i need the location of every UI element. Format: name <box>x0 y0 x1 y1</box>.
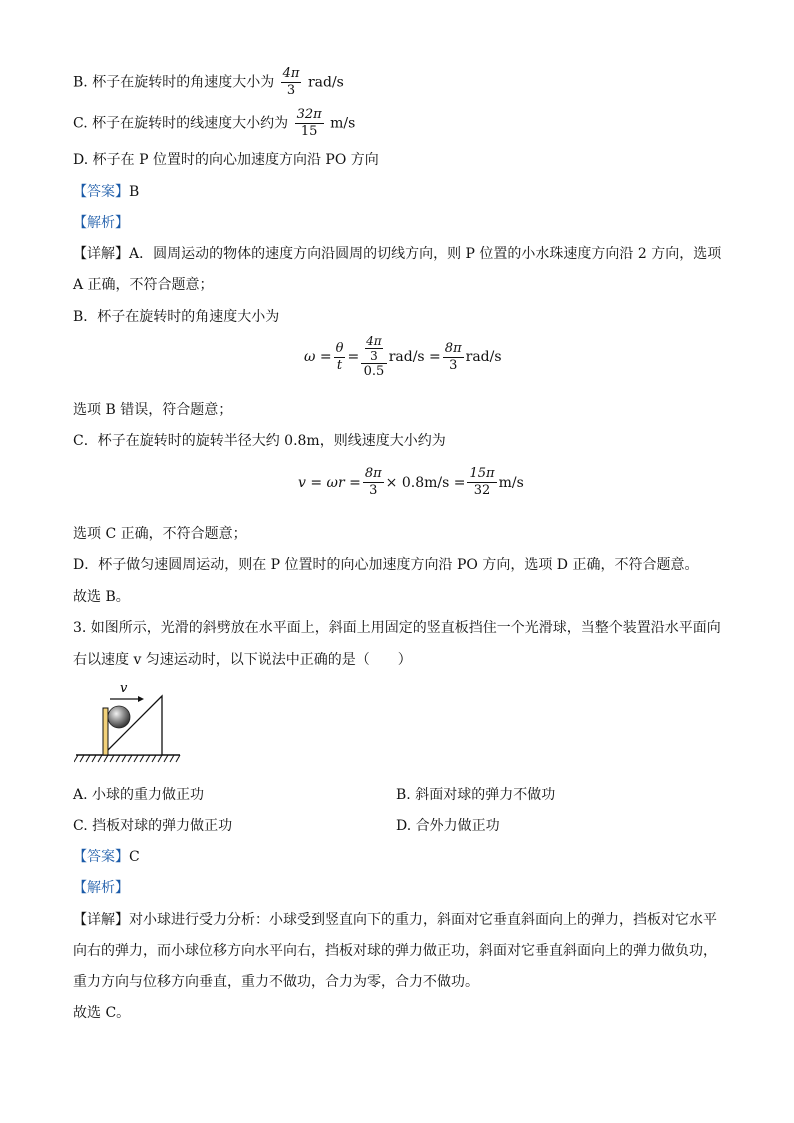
question-3-line-1: 3. 如图所示，光滑的斜劈放在水平面上，斜面上用固定的竖直板挡住一个光滑球，当整个装置沿水平面向 <box>73 620 721 636</box>
option-b-text: B. 杯子在旋转时的角速度大小为 <box>73 74 275 91</box>
detail-1-line-8: 故选 B。 <box>73 589 130 605</box>
q3-option-a: A. 小球的重力做正功 <box>73 787 205 803</box>
question-3-line-2: 右以速度 v 匀速运动时，以下说法中正确的是（ ） <box>73 652 412 668</box>
answer-tag: 【答案】 <box>73 184 129 200</box>
detail-1-line-1: 【详解】A．圆周运动的物体的速度方向沿圆周的切线方向，则 P 位置的小水珠速度方向沿 2 方向，选项 <box>73 246 722 262</box>
ground-hatching <box>74 755 180 762</box>
q3-option-c: C. 挡板对球的弹力做正功 <box>73 818 233 834</box>
analysis-tag: 【解析】 <box>73 880 129 896</box>
detail-2-line-1: 【详解】对小球进行受力分析：小球受到竖直向下的重力，斜面对它垂直斜面向上的弹力，挡板对它水平 <box>73 912 717 928</box>
equation-angular-velocity: ω = $\frac{\theta}{t}$ = $\frac{\frac{4\pi}{3}}{0.5}$ rad/s = $\frac{8\pi}{3}$ rad/s <box>304 334 502 379</box>
answer-value: B <box>129 184 140 200</box>
detail-1-line-2: A 正确，不符合题意； <box>73 277 214 293</box>
ball <box>108 706 130 728</box>
detail-2-line-4: 故选 C。 <box>73 1005 131 1021</box>
option-c-unit: m/s <box>330 115 356 132</box>
detail-tag: 【详解】 <box>73 912 129 928</box>
detail-1-line-3: B．杯子在旋转时的角速度大小为 <box>73 309 280 325</box>
analysis-tag: 【解析】 <box>73 215 129 231</box>
option-d: D. 杯子在 P 位置时的向心加速度方向沿 PO 方向 <box>73 152 379 168</box>
q3-option-b: B. 斜面对球的弹力不做功 <box>396 787 556 803</box>
detail-1-line-5: C．杯子在旋转时的旋转半径大约 0.8m，则线速度大小约为 <box>73 433 446 449</box>
answer-1 <box>73 182 139 202</box>
option-b-fraction: $\frac{4\pi}{3}$ <box>282 66 300 98</box>
velocity-arrowhead <box>138 696 144 702</box>
analysis-2 <box>73 878 129 898</box>
q3-option-d: D. 合外力做正功 <box>396 818 500 834</box>
detail-1-line-7: D．杯子做匀速圆周运动，则在 P 位置时的向心加速度方向沿 PO 方向，选项 D 正确，不符合题意。 <box>73 557 699 573</box>
detail-2-line-3: 重力方向与位移方向垂直，重力不做功，合力为零，合力不做功。 <box>73 974 479 990</box>
option-c-text: C. 杯子在旋转时的线速度大小约为 <box>73 115 289 132</box>
option-c-fraction: $\frac{32\pi}{15}$ <box>296 107 322 139</box>
velocity-label: v <box>120 681 128 696</box>
answer-2 <box>73 847 140 867</box>
answer-tag: 【答案】 <box>73 849 129 865</box>
answer-value: C <box>129 849 140 865</box>
detail-1-line-4: 选项 B 错误，符合题意； <box>73 402 233 418</box>
option-c <box>73 107 355 140</box>
vertical-board <box>103 708 108 755</box>
option-b <box>73 66 344 99</box>
detail-2-line-2: 向右的弹力，而小球位移方向水平向右，挡板对球的弹力做正功，斜面对它垂直斜面向上的弹力做负功， <box>73 943 717 959</box>
wedge-ball-figure <box>74 680 186 766</box>
equation-linear-velocity: v = ωr = $\frac{8\pi}{3}$ × 0.8m/s = $\frac{15\pi}{32}$ m/s <box>298 466 524 498</box>
detail-tag: 【详解】 <box>73 246 129 262</box>
detail-1-line-6: 选项 C 正确，不符合题意； <box>73 526 247 542</box>
option-b-unit: rad/s <box>307 74 344 91</box>
analysis-1 <box>73 213 129 233</box>
